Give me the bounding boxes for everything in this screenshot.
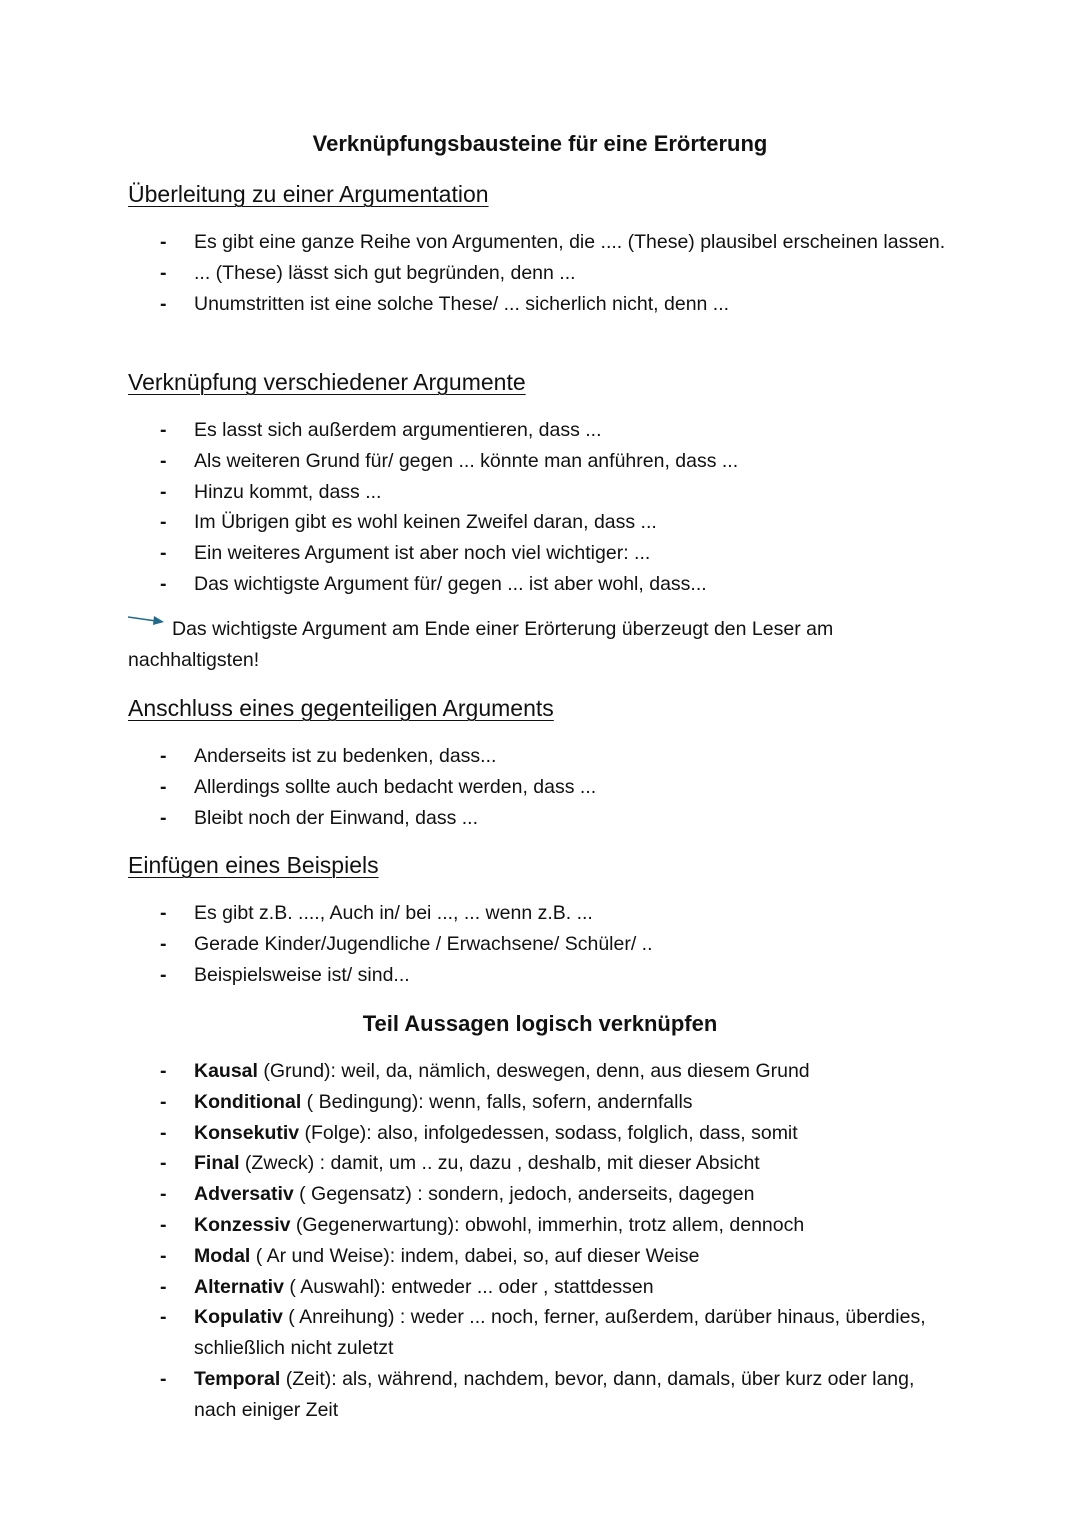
list-item: - Final (Zweck) : damit, um .. zu, dazu , deshalb, mit dieser Absicht <box>160 1152 760 1175</box>
list-item: - Als weiteren Grund für/ gegen ... könnte man anführen, dass ... <box>160 449 739 472</box>
term: Adversativ <box>194 1183 294 1206</box>
list-item: - Es lasst sich außerdem argumentieren, dass ... <box>160 419 602 441</box>
list-item: - Hinzu kommt, dass ... <box>160 480 382 503</box>
list-item: - Konzessiv (Gegenerwartung): obwohl, immerhin, trotz allem, dennoch <box>160 1213 805 1236</box>
list <box>128 227 948 319</box>
term: Alternativ <box>194 1275 284 1298</box>
examples: (Zeit): als, während, nachdem, bevor, dann, damals, über kurz oder lang, nach einiger Zeit <box>194 1367 915 1421</box>
section-logic <box>128 1056 928 1426</box>
term: Temporal <box>194 1367 281 1390</box>
list-item: - Anderseits ist zu bedenken, dass... <box>160 745 497 767</box>
list-item: - Es gibt z.B. ...., Auch in/ bei ..., ... wenn z.B. ... <box>160 902 593 924</box>
section-heading: Einfügen eines Beispiels <box>128 852 379 878</box>
list-item: - Es gibt eine ganze Reihe von Argumenten, die .... (These) plausibel erscheinen lassen. <box>160 231 946 253</box>
term: Final <box>194 1152 240 1175</box>
section-heading: Verknüpfung verschiedener Argumente <box>128 369 526 395</box>
list-item: - Kausal (Grund): weil, da, nämlich, deswegen, denn, aus diesem Grund <box>160 1060 810 1082</box>
list-item: - Beispielsweise ist/ sind... <box>160 963 410 986</box>
list <box>128 415 948 600</box>
list-item: - Das wichtigste Argument für/ gegen ... ist aber wohl, dass... <box>160 572 707 595</box>
list <box>128 898 948 990</box>
list-item: - Adversativ ( Gegensatz) : sondern, jedoch, anderseits, dagegen <box>160 1183 755 1206</box>
examples: ( Gegensatz) : sondern, jedoch, anderseits, dagegen <box>293 1183 755 1206</box>
list-item: - Konditional ( Bedingung): wenn, falls, sofern, andernfalls <box>160 1090 693 1113</box>
examples: ( Auswahl): entweder ... oder , stattdessen <box>283 1275 654 1298</box>
list <box>128 1056 928 1426</box>
section-linking <box>128 367 948 676</box>
list-item: - Modal ( Ar und Weise): indem, dabei, so, auf dieser Weise <box>160 1244 700 1267</box>
section-heading: Überleitung zu einer Argumentation <box>128 181 489 207</box>
section-heading: Anschluss eines gegenteiligen Arguments <box>128 695 554 721</box>
examples: (Folge): also, infolgedessen, sodass, folglich, dass, somit <box>299 1121 798 1144</box>
list-item: - Bleibt noch der Einwand, dass ... <box>160 806 478 829</box>
list-item: - ... (These) lässt sich gut begründen, denn ... <box>160 261 576 284</box>
term: Kopulativ <box>194 1306 283 1329</box>
section-counter <box>128 693 948 833</box>
list-item: - Ein weiteres Argument ist aber noch viel wichtiger: ... <box>160 542 651 565</box>
logic-heading: Teil Aussagen logisch verknüpfen <box>362 1011 718 1036</box>
list-item: - Kopulativ ( Anreihung) : weder ... noch, ferner, außerdem, darüber hinaus, überdies, schließlich nicht zuletzt <box>160 1306 926 1360</box>
term: Konsekutiv <box>194 1121 300 1144</box>
examples: (Zweck) : damit, um .. zu, dazu , deshalb, mit dieser Absicht <box>239 1152 760 1175</box>
list-item: - Alternativ ( Auswahl): entweder ... oder , stattdessen <box>160 1275 654 1298</box>
list-item: - Temporal (Zeit): als, während, nachdem, bevor, dann, damals, über kurz oder lang, nach einiger Zeit <box>160 1367 915 1421</box>
note: Das wichtigste Argument am Ende einer Erörterung überzeugt den Leser am nachhaltigsten! <box>128 614 948 676</box>
arrow-right-icon <box>128 614 168 628</box>
list-item: - Unumstritten ist eine solche These/ ... sicherlich nicht, denn ... <box>160 292 730 315</box>
page-title: Verknüpfungsbausteine für eine Erörterung <box>312 131 768 156</box>
examples: (Gegenerwartung): obwohl, immerhin, trotz allem, dennoch <box>290 1213 805 1236</box>
examples: ( Ar und Weise): indem, dabei, so, auf dieser Weise <box>250 1244 700 1267</box>
list-item: - Im Übrigen gibt es wohl keinen Zweifel daran, dass ... <box>160 511 657 534</box>
term: Kausal <box>194 1060 258 1082</box>
term: Modal <box>194 1244 251 1267</box>
term: Konzessiv <box>194 1213 291 1236</box>
list-item: - Allerdings sollte auch bedacht werden, dass ... <box>160 775 597 798</box>
term: Konditional <box>194 1090 302 1113</box>
examples: ( Anreihung) : weder ... noch, ferner, außerdem, darüber hinaus, überdies, schließlich nicht zuletzt <box>194 1306 926 1360</box>
list-item: - Gerade Kinder/Jugendliche / Erwachsene/ Schüler/ .. <box>160 932 653 955</box>
section-example <box>128 850 948 990</box>
examples: ( Bedingung): wenn, falls, sofern, andernfalls <box>301 1090 693 1113</box>
examples: (Grund): weil, da, nämlich, deswegen, denn, aus diesem Grund <box>257 1060 810 1082</box>
section-transition <box>128 179 948 319</box>
list <box>128 741 948 833</box>
list-item: - Konsekutiv (Folge): also, infolgedessen, sodass, folglich, dass, somit <box>160 1121 798 1144</box>
